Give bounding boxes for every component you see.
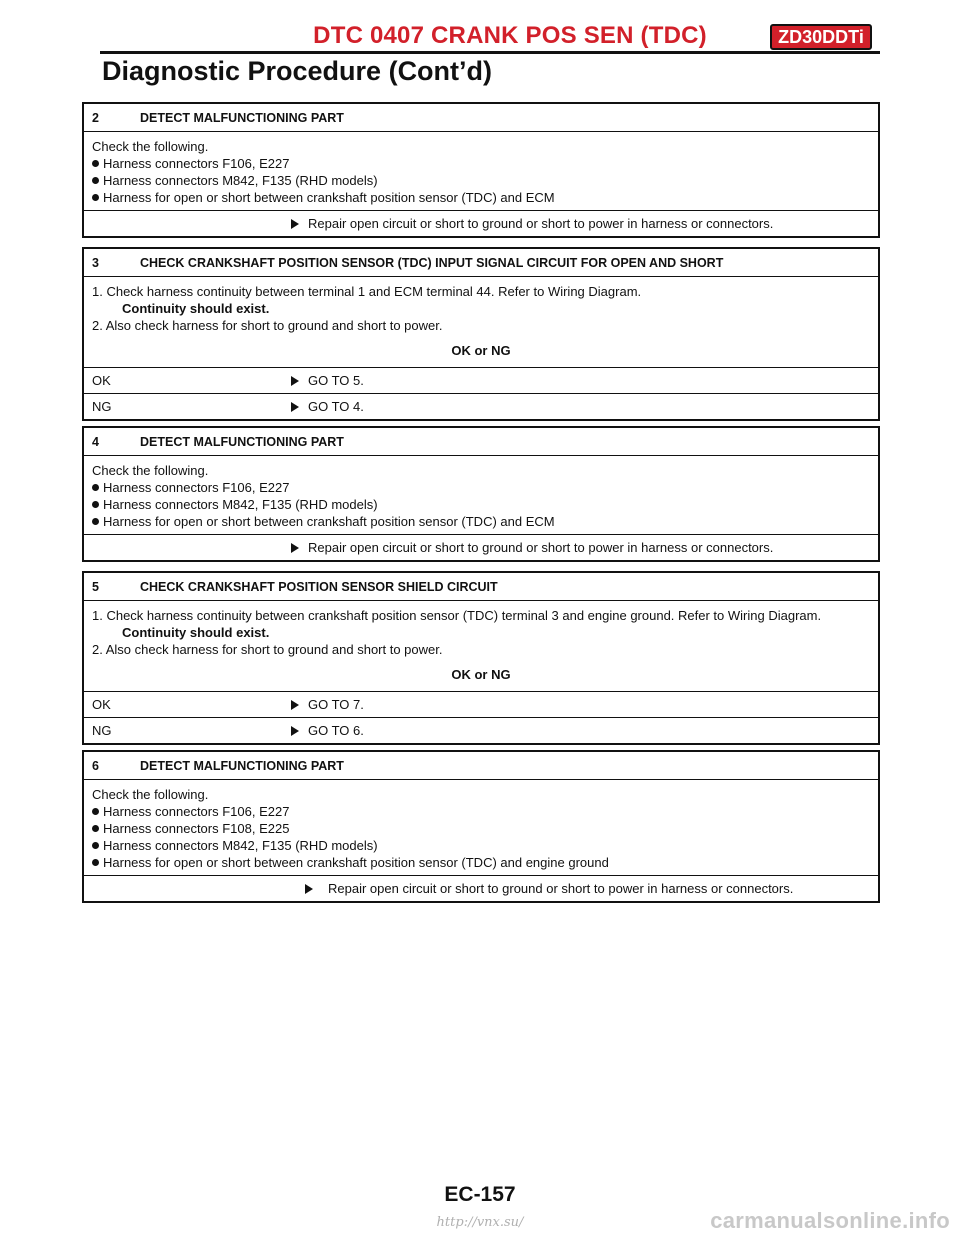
step-header <box>84 428 878 456</box>
list-item: Harness for open or short between crankshaft position sensor (TDC) and ECM <box>92 189 870 206</box>
step-body <box>84 277 878 367</box>
header-rule <box>100 51 880 54</box>
step-title: CHECK CRANKSHAFT POSITION SENSOR (TDC) INPUT SIGNAL CIRCUIT FOR OPEN AND SHORT <box>140 255 724 270</box>
watermark: carmanualsonline.info <box>710 1208 950 1233</box>
step-text: 1. Check harness continuity between crankshaft position sensor (TDC) terminal 3 and engine ground. Refer to Wiring Diagram. <box>92 608 822 623</box>
result-text: Repair open circuit or short to ground or short to power in harness or connectors. <box>308 540 774 555</box>
list-item: Harness for open or short between crankshaft position sensor (TDC) and ECM <box>92 513 870 530</box>
ok-or-ng-label: OK or NG <box>451 667 511 682</box>
arrow-right-icon <box>298 884 320 894</box>
step-text: 1. Check harness continuity between terminal 1 and ECM terminal 44. Refer to Wiring Diagram. <box>92 284 642 299</box>
step-title: DETECT MALFUNCTIONING PART <box>140 110 344 125</box>
result-label: OK <box>92 373 111 388</box>
result-text: GO TO 5. <box>308 373 364 388</box>
bullet-icon <box>92 842 99 849</box>
step-text: Check the following. <box>92 139 209 154</box>
page-number: EC-157 <box>444 1183 516 1206</box>
step-6-box <box>82 750 880 903</box>
arrow-right-icon <box>284 700 306 710</box>
step-header <box>84 104 878 132</box>
result-label: NG <box>92 723 112 738</box>
arrow-right-icon <box>284 402 306 412</box>
result-text: GO TO 7. <box>308 697 364 712</box>
result-row-ok <box>84 367 878 393</box>
list-item: Harness for open or short between crankshaft position sensor (TDC) and engine ground <box>92 854 870 871</box>
result-text: GO TO 6. <box>308 723 364 738</box>
bullet-icon <box>92 859 99 866</box>
bullet-icon <box>92 194 99 201</box>
step-header <box>84 249 878 277</box>
step-text: 2. Also check harness for short to ground and short to power. <box>92 642 443 657</box>
step-2-box <box>82 102 880 238</box>
step-text: 2. Also check harness for short to ground and short to power. <box>92 318 443 333</box>
step-body <box>84 132 878 210</box>
result-text: GO TO 4. <box>308 399 364 414</box>
list-item: Harness connectors M842, F135 (RHD models) <box>92 837 870 854</box>
step-4-box <box>82 426 880 562</box>
step-number: 6 <box>92 758 99 773</box>
ok-or-ng-label: OK or NG <box>451 343 511 358</box>
result-label: NG <box>92 399 112 414</box>
step-number: 3 <box>92 255 99 270</box>
step-text: Check the following. <box>92 787 209 802</box>
list-item: Harness connectors F108, E225 <box>92 820 870 837</box>
step-body <box>84 456 878 534</box>
list-item: Harness connectors F106, E227 <box>92 479 870 496</box>
step-body <box>84 780 878 875</box>
section-title: DTC 0407 CRANK POS SEN (TDC) <box>313 22 707 49</box>
expected-result: Continuity should exist. <box>122 301 270 316</box>
bullet-icon <box>92 177 99 184</box>
step-text: Check the following. <box>92 463 209 478</box>
step-title: DETECT MALFUNCTIONING PART <box>140 758 344 773</box>
bullet-icon <box>92 160 99 167</box>
step-3-box <box>82 247 880 421</box>
result-row <box>84 534 878 560</box>
bullet-icon <box>92 518 99 525</box>
footer-link[interactable]: http://vnx.su/ <box>436 1215 524 1230</box>
result-text: Repair open circuit or short to ground or short to power in harness or connectors. <box>328 881 794 896</box>
result-text: Repair open circuit or short to ground or short to power in harness or connectors. <box>308 216 774 231</box>
arrow-right-icon <box>284 726 306 736</box>
result-row-ng <box>84 717 878 743</box>
step-body <box>84 601 878 691</box>
step-number: 2 <box>92 110 99 125</box>
expected-result: Continuity should exist. <box>122 625 270 640</box>
result-row <box>84 875 878 901</box>
arrow-right-icon <box>284 219 306 229</box>
bullet-icon <box>92 501 99 508</box>
list-item: Harness connectors M842, F135 (RHD models) <box>92 172 870 189</box>
page-subtitle: Diagnostic Procedure (Cont’d) <box>102 56 493 86</box>
step-title: CHECK CRANKSHAFT POSITION SENSOR SHIELD CIRCUIT <box>140 579 498 594</box>
step-number: 5 <box>92 579 99 594</box>
bullet-icon <box>92 484 99 491</box>
result-row-ng <box>84 393 878 419</box>
arrow-right-icon <box>284 376 306 386</box>
arrow-right-icon <box>284 543 306 553</box>
step-number: 4 <box>92 434 99 449</box>
engine-model-badge: ZD30DDTi <box>770 24 872 50</box>
step-header <box>84 752 878 780</box>
step-5-box <box>82 571 880 745</box>
result-row-ok <box>84 691 878 717</box>
bullet-icon <box>92 825 99 832</box>
bullet-icon <box>92 808 99 815</box>
list-item: Harness connectors M842, F135 (RHD models) <box>92 496 870 513</box>
list-item: Harness connectors F106, E227 <box>92 155 870 172</box>
result-label: OK <box>92 697 111 712</box>
step-header <box>84 573 878 601</box>
list-item: Harness connectors F106, E227 <box>92 803 870 820</box>
step-title: DETECT MALFUNCTIONING PART <box>140 434 344 449</box>
result-row <box>84 210 878 236</box>
